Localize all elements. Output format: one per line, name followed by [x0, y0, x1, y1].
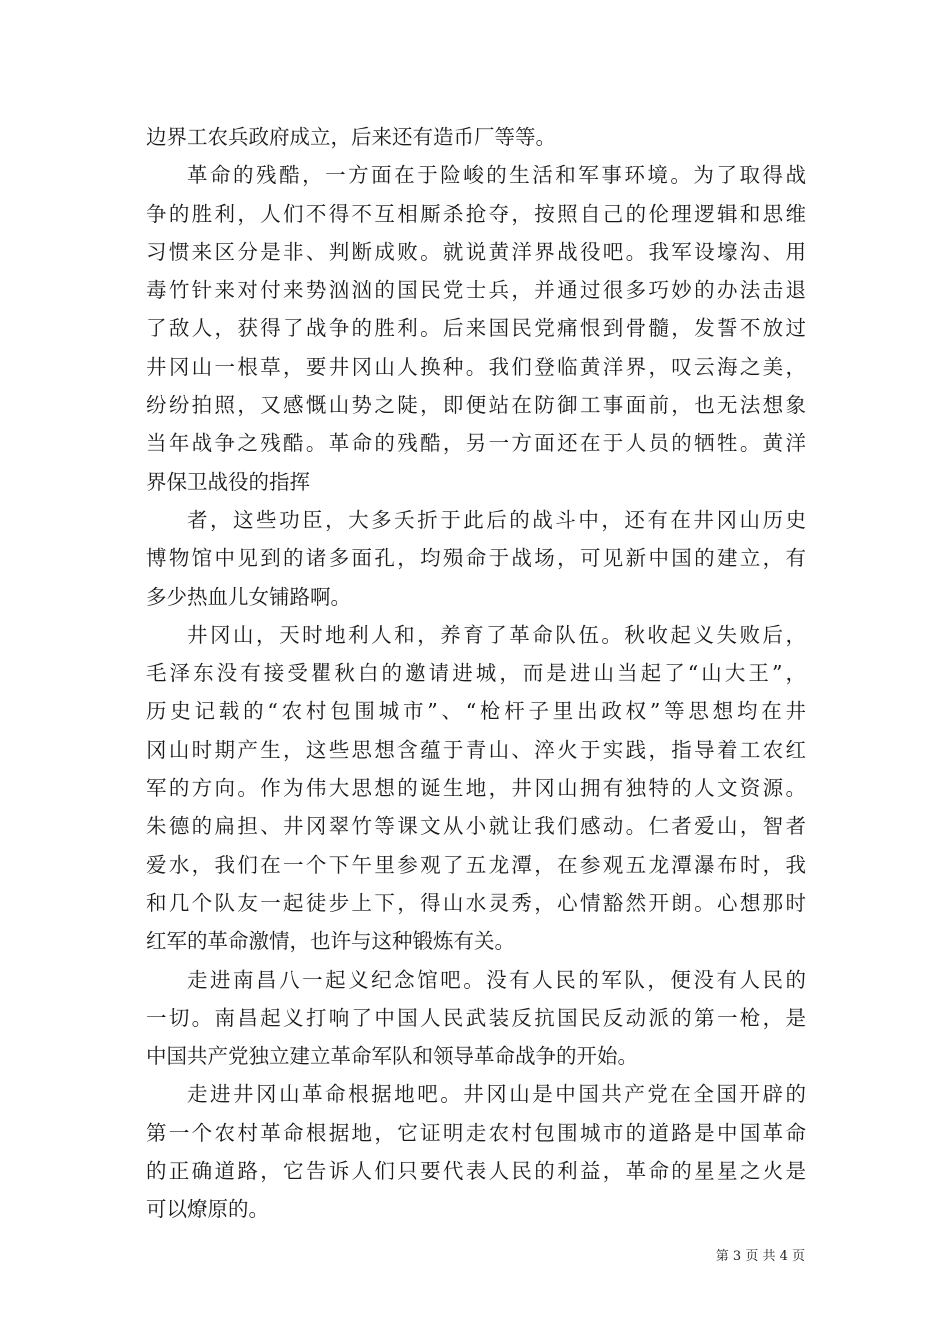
text-line: 红军的革命激情，也许与这种锻炼有关。 [146, 929, 515, 954]
text-line: 了敌人，获得了战争的胜利。后来国民党痛恨到骨髓，发誓不放过 [146, 316, 806, 341]
text-line: 边界工农兵政府成立，后来还有造币厂等等。 [146, 125, 556, 149]
body-text [146, 118, 806, 1229]
text-line: 爱水，我们在一个下午里参观了五龙潭，在参观五龙潭瀑布时，我 [146, 852, 806, 877]
text-line: 一切。南昌起义打响了中国人民武装反抗国民反动派的第一枪，是 [146, 1005, 806, 1030]
text-line: 可以燎原的。 [146, 1197, 269, 1222]
text-line: 冈山时期产生，这些思想含蕴于青山、淬火于实践，指导着工农红 [146, 737, 806, 762]
text-line: 朱德的扁担、井冈翠竹等课文从小就让我们感动。仁者爱山，智者 [146, 814, 806, 839]
text-line: 中国共产党独立建立革命军队和领导革命战争的开始。 [146, 1044, 638, 1069]
text-line: 多少热血儿女铺路啊。 [146, 584, 351, 609]
text-line: 军的方向。作为伟大思想的诞生地，井冈山拥有独特的人文资源。 [146, 776, 806, 801]
text-line: 博物馆中见到的诸多面孔，均殒命于战场，可见新中国的建立，有 [146, 546, 806, 571]
paragraph-start-line: 井冈山，天时地利人和，养育了革命队伍。秋收起义失败后， [187, 622, 806, 647]
text-line: 毒竹针来对付来势汹汹的国民党士兵，并通过很多巧妙的办法击退 [146, 278, 806, 303]
paragraph-start-line: 走进井冈山革命根据地吧。井冈山是中国共产党在全国开辟的 [187, 1082, 806, 1107]
text-line: 的正确道路，它告诉人们只要代表人民的利益，革命的星星之火是 [146, 1159, 806, 1184]
text-line: 历史记载的“农村包围城市”、“枪杆子里出政权”等思想均在井 [146, 699, 806, 724]
text-line: 当年战争之残酷。革命的残酷，另一方面还在于人员的牺牲。黄洋 [146, 431, 806, 456]
text-line: 争的胜利，人们不得不互相厮杀抢夺，按照自己的伦理逻辑和思维 [146, 201, 806, 226]
text-line: 和几个队友一起徒步上下，得山水灵秀，心情豁然开朗。心想那时 [146, 890, 806, 915]
paragraph-start-line: 走进南昌八一起义纪念馆吧。没有人民的军队，便没有人民的 [187, 967, 806, 992]
page-number-footer: 第 3 页 共 4 页 [715, 1249, 805, 1264]
text-line: 毛泽东没有接受瞿秋白的邀请进城，而是进山当起了“山大王”， [146, 661, 806, 686]
paragraph-start-line: 者，这些功臣，大多夭折于此后的战斗中，还有在井冈山历史 [187, 507, 806, 532]
text-line: 第一个农村革命根据地，它证明走农村包围城市的道路是中国革命 [146, 1120, 806, 1145]
paragraph-start-line: 革命的残酷，一方面在于险峻的生活和军事环境。为了取得战 [187, 163, 806, 188]
text-line: 习惯来区分是非、判断成败。就说黄洋界战役吧。我军设壕沟、用 [146, 239, 806, 264]
text-line: 井冈山一根草，要井冈山人换种。我们登临黄洋界，叹云海之美， [146, 354, 806, 379]
text-line: 纷纷拍照，又感慨山势之陡，即便站在防御工事面前，也无法想象 [146, 393, 806, 418]
text-line: 界保卫战役的指挥 [146, 469, 310, 494]
